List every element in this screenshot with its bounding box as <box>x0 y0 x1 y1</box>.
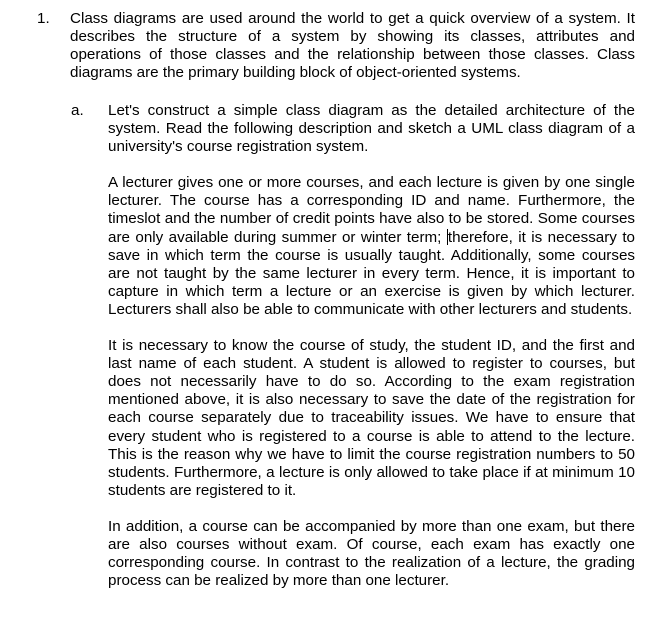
paragraph-1-part-2: therefore, it is necessary to save in which term the course is usually taught. Additionally, some courses are not taught by the same lecturer in every term. Hence, it is important to capture in which term a lecture or an exercise is given by which lecturer. Lecturers shall also be able to communicate with other lecturers and students. <box>108 228 635 318</box>
paragraph-exams: In addition, a course can be accompanied by more than one exam, but there are also courses without exam. Of course, each exam has exactly one corresponding course. In contrast to the realization of a lecture, the grading process can be realized by more than one lecturer. <box>108 517 635 590</box>
subitem-intro: Let's construct a simple class diagram as the detailed architecture of the system. Read the following description and sketch a UML class diagram of a university's course registration system. <box>108 102 635 156</box>
paragraph-students: It is necessary to know the course of study, the student ID, and the first and last name of each student. A student is allowed to register to courses, but does not necessarily have to do so. According to the exam registration mentioned above, it is also necessary to save the date of the registration for each course separately due to traceability issues. We have to ensure that every student who is registered to a course is able to attend to the lecture. This is the reason why we have to limit the course registration numbers to 50 students. Furthermore, a lecture is only allowed to take place if at minimum 10 students are registered to it. <box>108 337 635 499</box>
subitem-body <box>108 102 635 608</box>
paragraph-lecturer-courses <box>108 174 635 319</box>
paragraph-1-part-1: A lecturer gives one or more courses, and each lecture is given by one single lecturer. The course has a corresponding ID and name. Furthermore, the timeslot and the number of credit points have also to be stored. Some courses are only available during summer or winter term; <box>108 174 635 246</box>
item-text: Class diagrams are used around the world to get a quick overview of a system. It describes the structure of a system by showing its classes, attributes and operations of those classes and the relationship between those classes. Class diagrams are the primary building block of object-oriented systems. <box>70 10 635 82</box>
item-number: 1. <box>37 10 50 27</box>
subitem-marker: a. <box>71 102 84 119</box>
